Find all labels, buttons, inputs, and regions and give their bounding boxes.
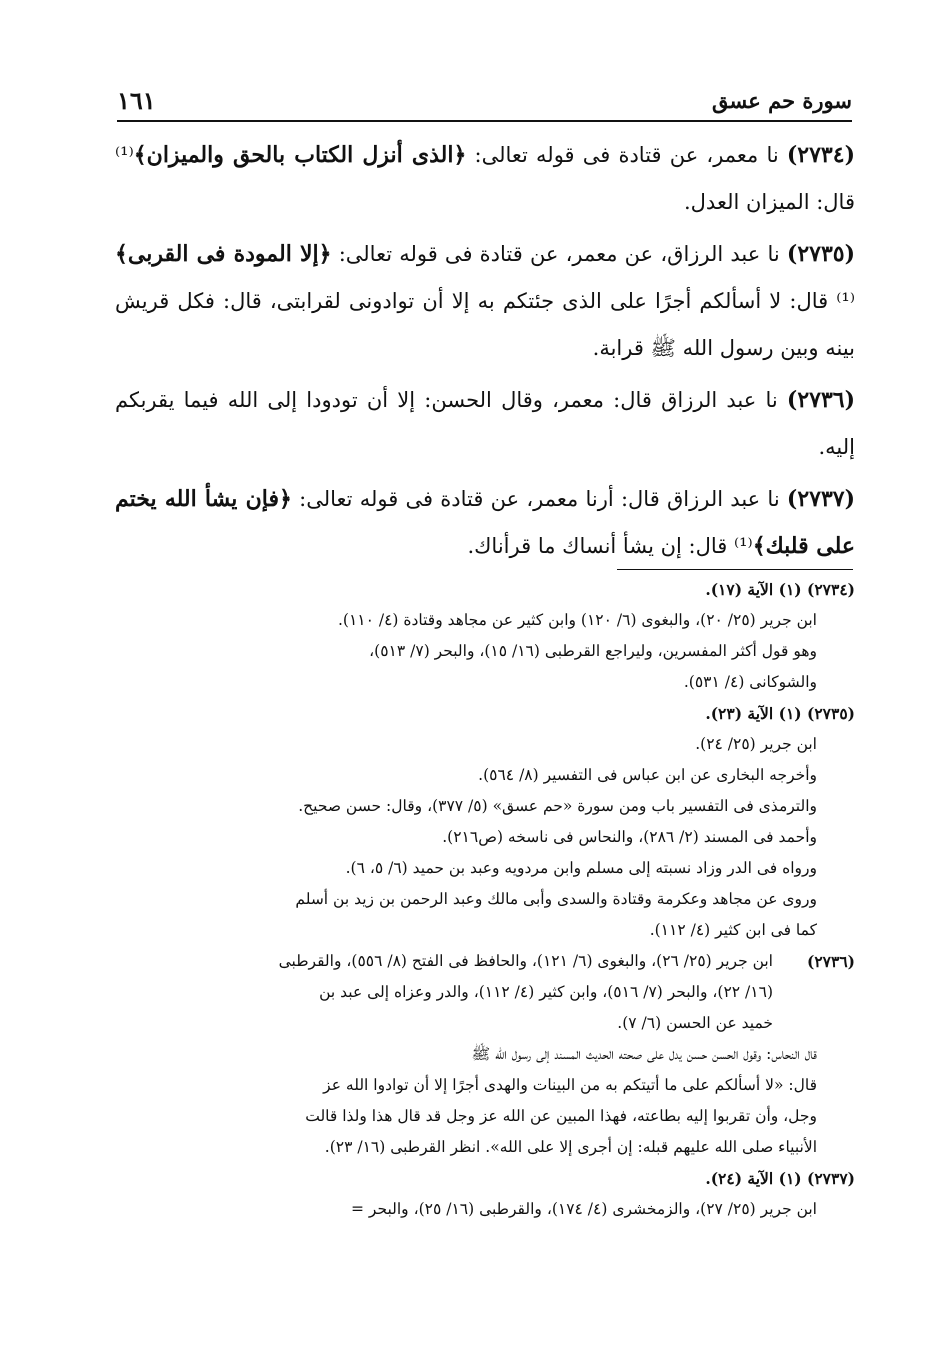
footnote-line: وروى عن مجاهد وعكرمة وقتادة والسدى وأبى مالك وعبد الرحمن بن زيد بن أسلم — [295, 890, 817, 908]
footnote-line: قال: «لا أسألكم على ما أتيتكم به من البينات والهدى أجرًا إلا أن توادوا الله عز — [323, 1076, 817, 1094]
footnote-group — [115, 574, 855, 698]
footnote-heading: (٢٧٣٤) (١) الآية (١٧). — [705, 580, 855, 599]
quran-quote: ﴿الذى أنزل الكتاب بالحق والميزان﴾ — [133, 142, 467, 168]
footnote-line: وأخرجه البخارى عن ابن عباس فى التفسير (٨/ ٥٦٤). — [478, 766, 817, 784]
hadith-text: نا عبد الرزاق قال: أرنا معمر، عن قتادة فى قوله تعالى: — [291, 487, 787, 511]
footnote-group — [115, 698, 855, 946]
hadith-paragraph — [115, 231, 855, 372]
hadith-paragraph — [115, 132, 855, 226]
hadith-text: نا عبد الرزاق قال: معمر، وقال الحسن: إلا أن تودودا إلى الله فيما يقربكم إليه. — [115, 388, 855, 459]
footnote-line: والشوكانى (٤/ ٥٣١). — [683, 673, 817, 691]
quran-quote: ﴿فإن يشأ الله يختم على قلبك﴾ — [115, 486, 855, 559]
footnote-line: والترمذى فى التفسير باب ومن سورة «حم عسق» (٥/ ٣٧٧)، وقال: حسن صحيح. — [298, 797, 817, 815]
footnote-line: وجل، وأن تقربوا إليه بطاعته، فهذا المبين عن الله عز وجل قد قال هذا ولذا قالت — [305, 1107, 817, 1125]
hadith-text: ⁽¹⁾ قال: لا أسألكم أجرًا على الذى جئتكم به إلا أن توادونى لقرابتى، قال: فكل قريش بينه وبين رسول الله ﷺ قرابة. — [115, 289, 855, 360]
footnote-line: ابن جرير (٢٥/ ٢٧)، والزمخشرى (٤/ ١٧٤)، والقرطبى (١٦/ ٢٥)، والبحر = — [350, 1200, 817, 1218]
footnote-line: ابن جرير (٢٥/ ٢٠)، والبغوى (٦/ ١٢٠) وابن كثير عن مجاهد وقتادة (٤/ ١١٠). — [337, 611, 817, 629]
footnote-group — [115, 1039, 855, 1163]
footnotes — [115, 574, 855, 1225]
page-number: ١٦١ — [117, 86, 156, 115]
footnote-line: ابن جرير (٢٥/ ٢٦)، والبغوى (٦/ ١٢١)، والحافظ فى الفتح (٨/ ٥٥٦)، والقرطبى — [278, 952, 773, 970]
footnote-line: خميد عن الحسن (٦/ ٧). — [617, 1014, 773, 1032]
hadith-text: ⁽¹⁾ قال: إن يشأ أنساك ما قرأناك. — [467, 534, 753, 558]
footnote-line: وهو قول أكثر المفسرين، وليراجع القرطبى (١٦/ ١٥)، والبحر (٧/ ٥١٣)، — [369, 642, 817, 660]
hadith-paragraph — [115, 476, 855, 570]
footnote-line: وأحمد فى المسند (٢/ ٢٨٦)، والنحاس فى ناسخه (ص٢١٦). — [442, 828, 817, 846]
footnote-line: كما فى ابن كثير (٤/ ١١٢). — [649, 921, 817, 939]
footnote-number: (٢٧٣٦) — [807, 952, 855, 971]
footnote-line: ابن جرير (٢٥/ ٢٤). — [695, 735, 817, 753]
hadith-text: نا معمر، عن قتادة فى قوله تعالى: — [466, 143, 787, 167]
footnote-group — [115, 1163, 855, 1225]
footnote-heading: (٢٧٣٥) (١) الآية (٢٣). — [705, 704, 855, 723]
footnote-line: قال النحاس: وقول الحسن حسن يدل على صحته الحديث المسند إلى رسول الله ﷺ — [471, 1045, 817, 1063]
hadith-text: ⁽¹⁾ قال: الميزان العدل. — [115, 143, 855, 214]
footnote-group — [115, 946, 855, 1039]
footnote-separator — [617, 569, 853, 570]
footnote-heading: (٢٧٣٧) (١) الآية (٢٤). — [705, 1169, 855, 1188]
surah-title: سورة حم عسق — [712, 88, 852, 113]
footnote-line: الأنبياء صلى الله عليهم قبله: إن أجرى إلا على الله». انظر القرطبى (١٦/ ٢٣). — [324, 1138, 817, 1156]
hadith-paragraph — [115, 377, 855, 471]
quran-quote: ﴿إلا المودة فى القربى﴾ — [115, 241, 332, 267]
page-header — [117, 84, 852, 122]
footnote-line: ورواه فى الدر وزاد نسبته إلى مسلم وابن مردويه وعبد بن حميد (٦/ ٥، ٦). — [345, 859, 817, 877]
hadith-number: (٢٧٣٧) — [786, 486, 856, 512]
hadith-text: نا عبد الرزاق، عن معمر، عن قتادة فى قوله تعالى: — [331, 242, 787, 266]
footnote-line: (١٦/ ٢٢)، والبحر (٧/ ٥١٦)، وابن كثير (٤/ ١١٢)، والدر وعزاه إلى عبد بن — [319, 983, 773, 1001]
hadith-number: (٢٧٣٦) — [786, 387, 855, 413]
main-text — [115, 132, 855, 575]
hadith-number: (٢٧٣٤) — [786, 142, 855, 168]
hadith-number: (٢٧٣٥) — [786, 241, 855, 267]
